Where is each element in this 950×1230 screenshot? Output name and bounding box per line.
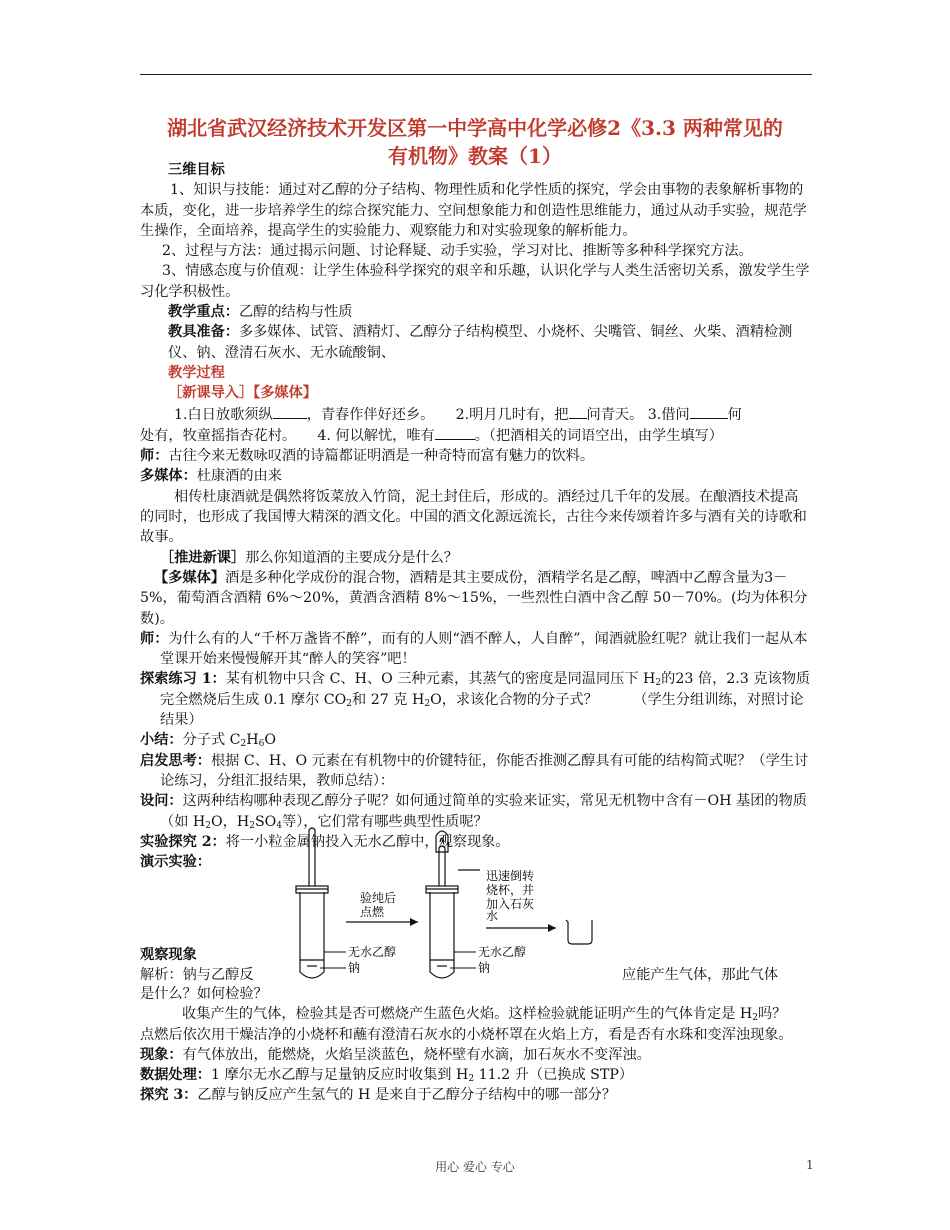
arrow-2-label-2: 烧杯，并 [486, 883, 535, 897]
exercise-1 [140, 669, 812, 730]
data-label: 数据处理： [140, 1067, 211, 1084]
subscript: 2 [346, 698, 353, 709]
exercise-text: 的23 倍，2.3 克该物质完全燃烧后生成 0.1 摩尔 CO [160, 671, 811, 708]
exercise-text: O，求该化合物的分子式？ （学生分组训练，对照讨论结果） [160, 691, 804, 729]
goals-heading: 三维目标 [168, 162, 225, 178]
label-na-2: 钠 [478, 961, 491, 975]
document-body [140, 160, 812, 872]
blank [435, 425, 475, 440]
goal-3: 3、情感态度与价值观：让学生体验科学探究的艰辛和乐趣，认识化学与人类生活密切关系，激发学生学习化学积极性。 [140, 263, 810, 300]
poem-quiz [140, 404, 812, 425]
collect-text: 吗？ 点燃后依次用干燥洁净的小烧杯和蘸有澄清石灰水的小烧杯罩在火焰上方，看是否有水珠和变浑浊现象。 [140, 1006, 829, 1043]
subscript: 2 [752, 1013, 758, 1024]
push-label: ［推进新课］ [160, 549, 246, 566]
question-text: 等），它们常有哪些典型性质呢？ [282, 813, 488, 830]
goal-1: 1、知识与技能：通过对乙醇的分子结构、物理性质和化学性质的探究，学会由事物的表象解析事物的本质，变化，进一步培养学生的综合探究能力、空间想象能力和创造性思维能力，通过从动手实验，规范学生操作，全面培养，提高学生的实验能力、观察能力和对实验现象的解析能力。 [140, 182, 807, 239]
arrow-1-label-1: 验纯后 [360, 891, 397, 905]
blank [273, 404, 307, 419]
analysis-label: 解析： [140, 967, 183, 983]
collect-paragraph [140, 1004, 829, 1045]
process-label: 教学过程 [168, 364, 225, 381]
experiment-2-label: 实验探究 2： [140, 833, 226, 850]
subscript: 4 [276, 820, 283, 831]
story-paragraph: 相传杜康酒就是偶然将饭菜放入竹筒，泥土封住后，形成的。酒经过几千年的发展。在酿酒技术提高的同时，也形成了我国博大精深的酒文化。中国的酒文化源远流长，古往今来传颂着许多与酒有关的诗歌和故事。 [140, 488, 807, 546]
subscript: 2 [468, 1074, 475, 1085]
exercise-text: 和 27 克 H [352, 691, 425, 708]
teacher-text: 古往今来无数咏叹酒的诗篇都证明酒是一种奇特而富有魅力的饮料。 [168, 448, 595, 465]
label-na-1: 钠 [348, 961, 361, 975]
collect-text: 收集产生的气体，检验其是否可燃烧产生蓝色火焰。这样检验就能证明产生的气体肯定是 H [182, 1006, 753, 1023]
page-number: 1 [806, 1158, 814, 1172]
push-line [140, 548, 812, 568]
multimedia-2 [140, 568, 812, 629]
question-text: 这两种结构哪种表现乙醇分子呢？如何通过简单的实验来证实，常见无机物中含有－OH 基团的物质（如 H [160, 793, 807, 830]
test-tube-2 [426, 831, 458, 978]
analysis-text: 钠与乙醇反 [182, 967, 254, 983]
analysis-right: 应能产生气体，那此气体 [622, 967, 779, 983]
intro-label: ［新课导入］【多媒体】 [168, 385, 317, 402]
data-text: 1 摩尔无水乙醇与足量钠反应时收集到 H [210, 1067, 469, 1084]
after-diagram [140, 984, 829, 1106]
multimedia-2-label: 【多媒体】 [154, 569, 225, 586]
header-rule [140, 74, 812, 75]
subscript: 2 [655, 678, 662, 689]
exercise-1-label: 探索练习 1： [140, 671, 226, 688]
formula-text: H [246, 732, 259, 749]
think-line [140, 751, 812, 792]
phenomenon-text: 有气体放出，能燃烧，火焰呈淡蓝色，烧杯壁有水滴，加石灰水不变浑浊。 [182, 1046, 651, 1063]
push-text: 那么你知道酒的主要成分是什么？ [245, 549, 458, 566]
formula-text: O [264, 732, 276, 749]
arrow-2-label-1: 迅速倒转 [486, 869, 535, 883]
experiment-diagram [290, 822, 630, 987]
think-label: 启发思考： [140, 752, 211, 769]
multimedia-line [140, 466, 812, 486]
multimedia-2-text: 酒是多种化学成份的混合物，酒精是其主要成份，酒精学名是乙醇，啤酒中乙醇含量为3－5%，葡萄酒含酒精 6%～20%，黄酒含酒精 8%～15%，一些烈性白酒中含乙醇 50－70%。(均为体积分数)。 [140, 569, 808, 627]
teacher-text: 为什么有的人“千杯万盏皆不醉”，而有的人则“酒不醉人，人自醉”，闻酒就脸红呢？就让我们一起从本堂课开始来慢慢解开其“醉人的笑容”吧！ [160, 630, 808, 668]
teacher-line-2 [140, 629, 812, 670]
data-line [140, 1065, 812, 1085]
explore-3 [140, 1085, 812, 1105]
poem-text: 何 [727, 406, 742, 423]
think-text: 根据 C、H、O 元素在有机物中的价键特征，你能否推测乙醇具有可能的结构简式呢？（学生讨论练习，分组汇报结果，教师总结）： [160, 752, 809, 789]
arrow-2-label-3: 加入石灰 [486, 897, 535, 911]
arrow-2-label-4: 水 [486, 909, 499, 923]
multimedia-label: 多媒体： [140, 468, 197, 485]
analysis-continued: 是什么？如何检验？ [140, 986, 268, 1002]
exercise-text: 某有机物中只含 C、H、O 三种元素，其蒸气的密度是同温同压下 H [225, 671, 656, 688]
poem-text: 处有，牧童摇指杏花村。 4. 何以解忧，唯有 [140, 427, 435, 444]
tools-text: 多多媒体、试管、酒精灯、乙醇分子结构模型、小烧杯、尖嘴管、铜丝、火柴、酒精检测仪、钠、澄清石灰水、无水硫酸铜、 [168, 324, 793, 361]
multimedia-text: 杜康酒的由来 [196, 468, 282, 485]
poem-quiz-cont [140, 425, 812, 446]
analysis-line [140, 964, 254, 984]
test-tube-1 [296, 828, 328, 978]
question-label: 设问： [140, 793, 183, 810]
arrow-2-head [548, 924, 556, 932]
teacher-label: 师： [140, 630, 169, 647]
explore-3-label: 探究 3： [140, 1087, 198, 1104]
formula-text: 分子式 C [182, 732, 241, 749]
label-ethanol-2: 无水乙醇 [478, 945, 527, 959]
poem-text: 。（把酒相关的词语空出，由学生填写） [474, 427, 723, 444]
summary-line [140, 730, 812, 750]
page-footer: 用心 爱心 专心 [435, 1160, 515, 1174]
poem-text: 1.白日放歌须纵 [174, 406, 273, 423]
subscript: 2 [249, 820, 255, 831]
key-points [140, 302, 812, 322]
title-line-1: 湖北省武汉经济技术开发区第一中学高中化学必修2《3.3 两种常见的 [167, 116, 783, 140]
experiment-2-text: 将一小粒金属钠投入无水乙醇中，观察现象。 [225, 833, 510, 850]
title-line-2: 有机物》教案（1） [388, 144, 562, 168]
phenomenon-line [140, 1045, 812, 1065]
tools-label: 教具准备： [168, 324, 239, 341]
demo-label: 演示实验： [140, 854, 211, 871]
phenomenon-label: 现象： [140, 1046, 183, 1063]
teacher-label: 师： [140, 448, 169, 465]
key-text: 乙醇的结构与性质 [238, 304, 353, 321]
tools [140, 322, 812, 363]
observe-label: 观察现象 [140, 947, 197, 963]
subscript: 6 [258, 739, 265, 750]
poem-text: 问青天。 3.借问 [586, 406, 690, 423]
label-ethanol-1: 无水乙醇 [348, 945, 397, 959]
subscript: 2 [240, 739, 247, 750]
summary-label: 小结： [140, 732, 183, 749]
arrow-1-label-2: 点燃 [360, 905, 385, 919]
explore-3-text: 乙醇与钠反应产生氢气的 H 是来自于乙醇分子结构中的哪一部分？ [197, 1087, 617, 1104]
poem-text: ，青春作伴好还乡。 2.明月几时有，把 [306, 406, 569, 423]
blank [569, 404, 587, 419]
arrow-1-head [410, 918, 418, 926]
subscript: 2 [205, 820, 211, 831]
key-label: 教学重点： [168, 304, 239, 321]
question-text: O，H [211, 813, 250, 830]
teacher-line-1 [140, 446, 812, 466]
blank [690, 404, 728, 419]
question-text: SO [254, 813, 277, 830]
beaker [566, 920, 592, 944]
data-text: 11.2 升（已换成 STP） [474, 1067, 634, 1084]
subscript: 2 [424, 698, 431, 709]
goal-2: 2、过程与方法：通过揭示问题、讨论释疑、动手实验，学习对比、推断等多种科学探究方法。 [162, 243, 753, 260]
